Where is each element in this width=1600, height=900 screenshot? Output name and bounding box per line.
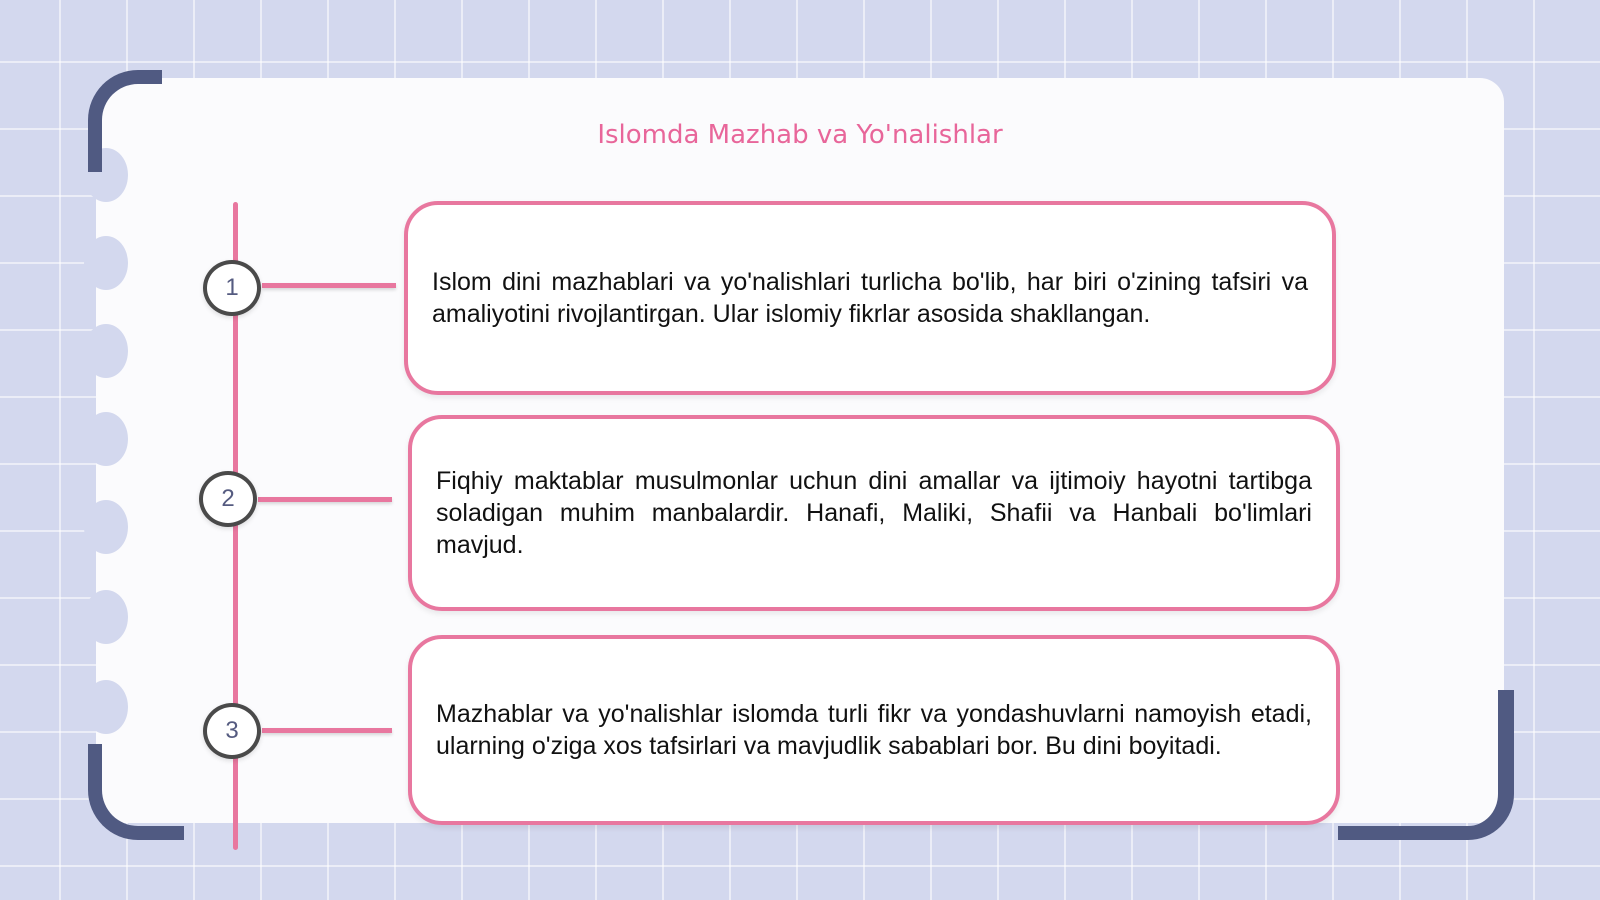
timeline-marker-1: 1 <box>203 260 261 316</box>
notebook-scallop <box>84 680 128 734</box>
corner-bracket-bottom-right <box>1338 690 1514 840</box>
timeline-connector <box>262 728 392 733</box>
timeline-connector <box>258 497 392 502</box>
notebook-scallop <box>84 590 128 644</box>
timeline-marker-3: 3 <box>203 703 261 759</box>
timeline-card-2 <box>408 415 1340 611</box>
notebook-scallop <box>84 236 128 290</box>
timeline-card-3 <box>408 635 1340 825</box>
corner-bracket-bottom-left <box>88 744 184 840</box>
notebook-scallop <box>84 324 128 378</box>
timeline-connector <box>262 283 396 288</box>
notebook-scallop <box>84 412 128 466</box>
timeline-card-text: Fiqhiy maktablar musulmonlar uchun dini amallar va ijtimoiy hayotni tartibga soladigan muhim manbalardir. Hanafi, Maliki, Shafii va Hanbali bo'limlari mavjud. <box>436 467 1312 559</box>
slide-title: Islomda Mazhab va Yo'nalishlar <box>597 120 1003 150</box>
timeline-marker-2: 2 <box>199 471 257 527</box>
timeline-card-1 <box>404 201 1336 395</box>
timeline-card-text: Islom dini mazhablari va yo'nalishlari turlicha bo'lib, har biri o'zining tafsiri va amaliyotini rivojlantirgan. Ular islomiy fikrlar asosida shakllangan. <box>432 268 1308 328</box>
notebook-scallop <box>84 500 128 554</box>
timeline-card-text: Mazhablar va yo'nalishlar islomda turli fikr va yondashuvlarni namoyish etadi, ularning o'ziga xos tafsirlari va mavjudlik sabablari bor. Bu dini boyitadi. <box>436 700 1312 760</box>
